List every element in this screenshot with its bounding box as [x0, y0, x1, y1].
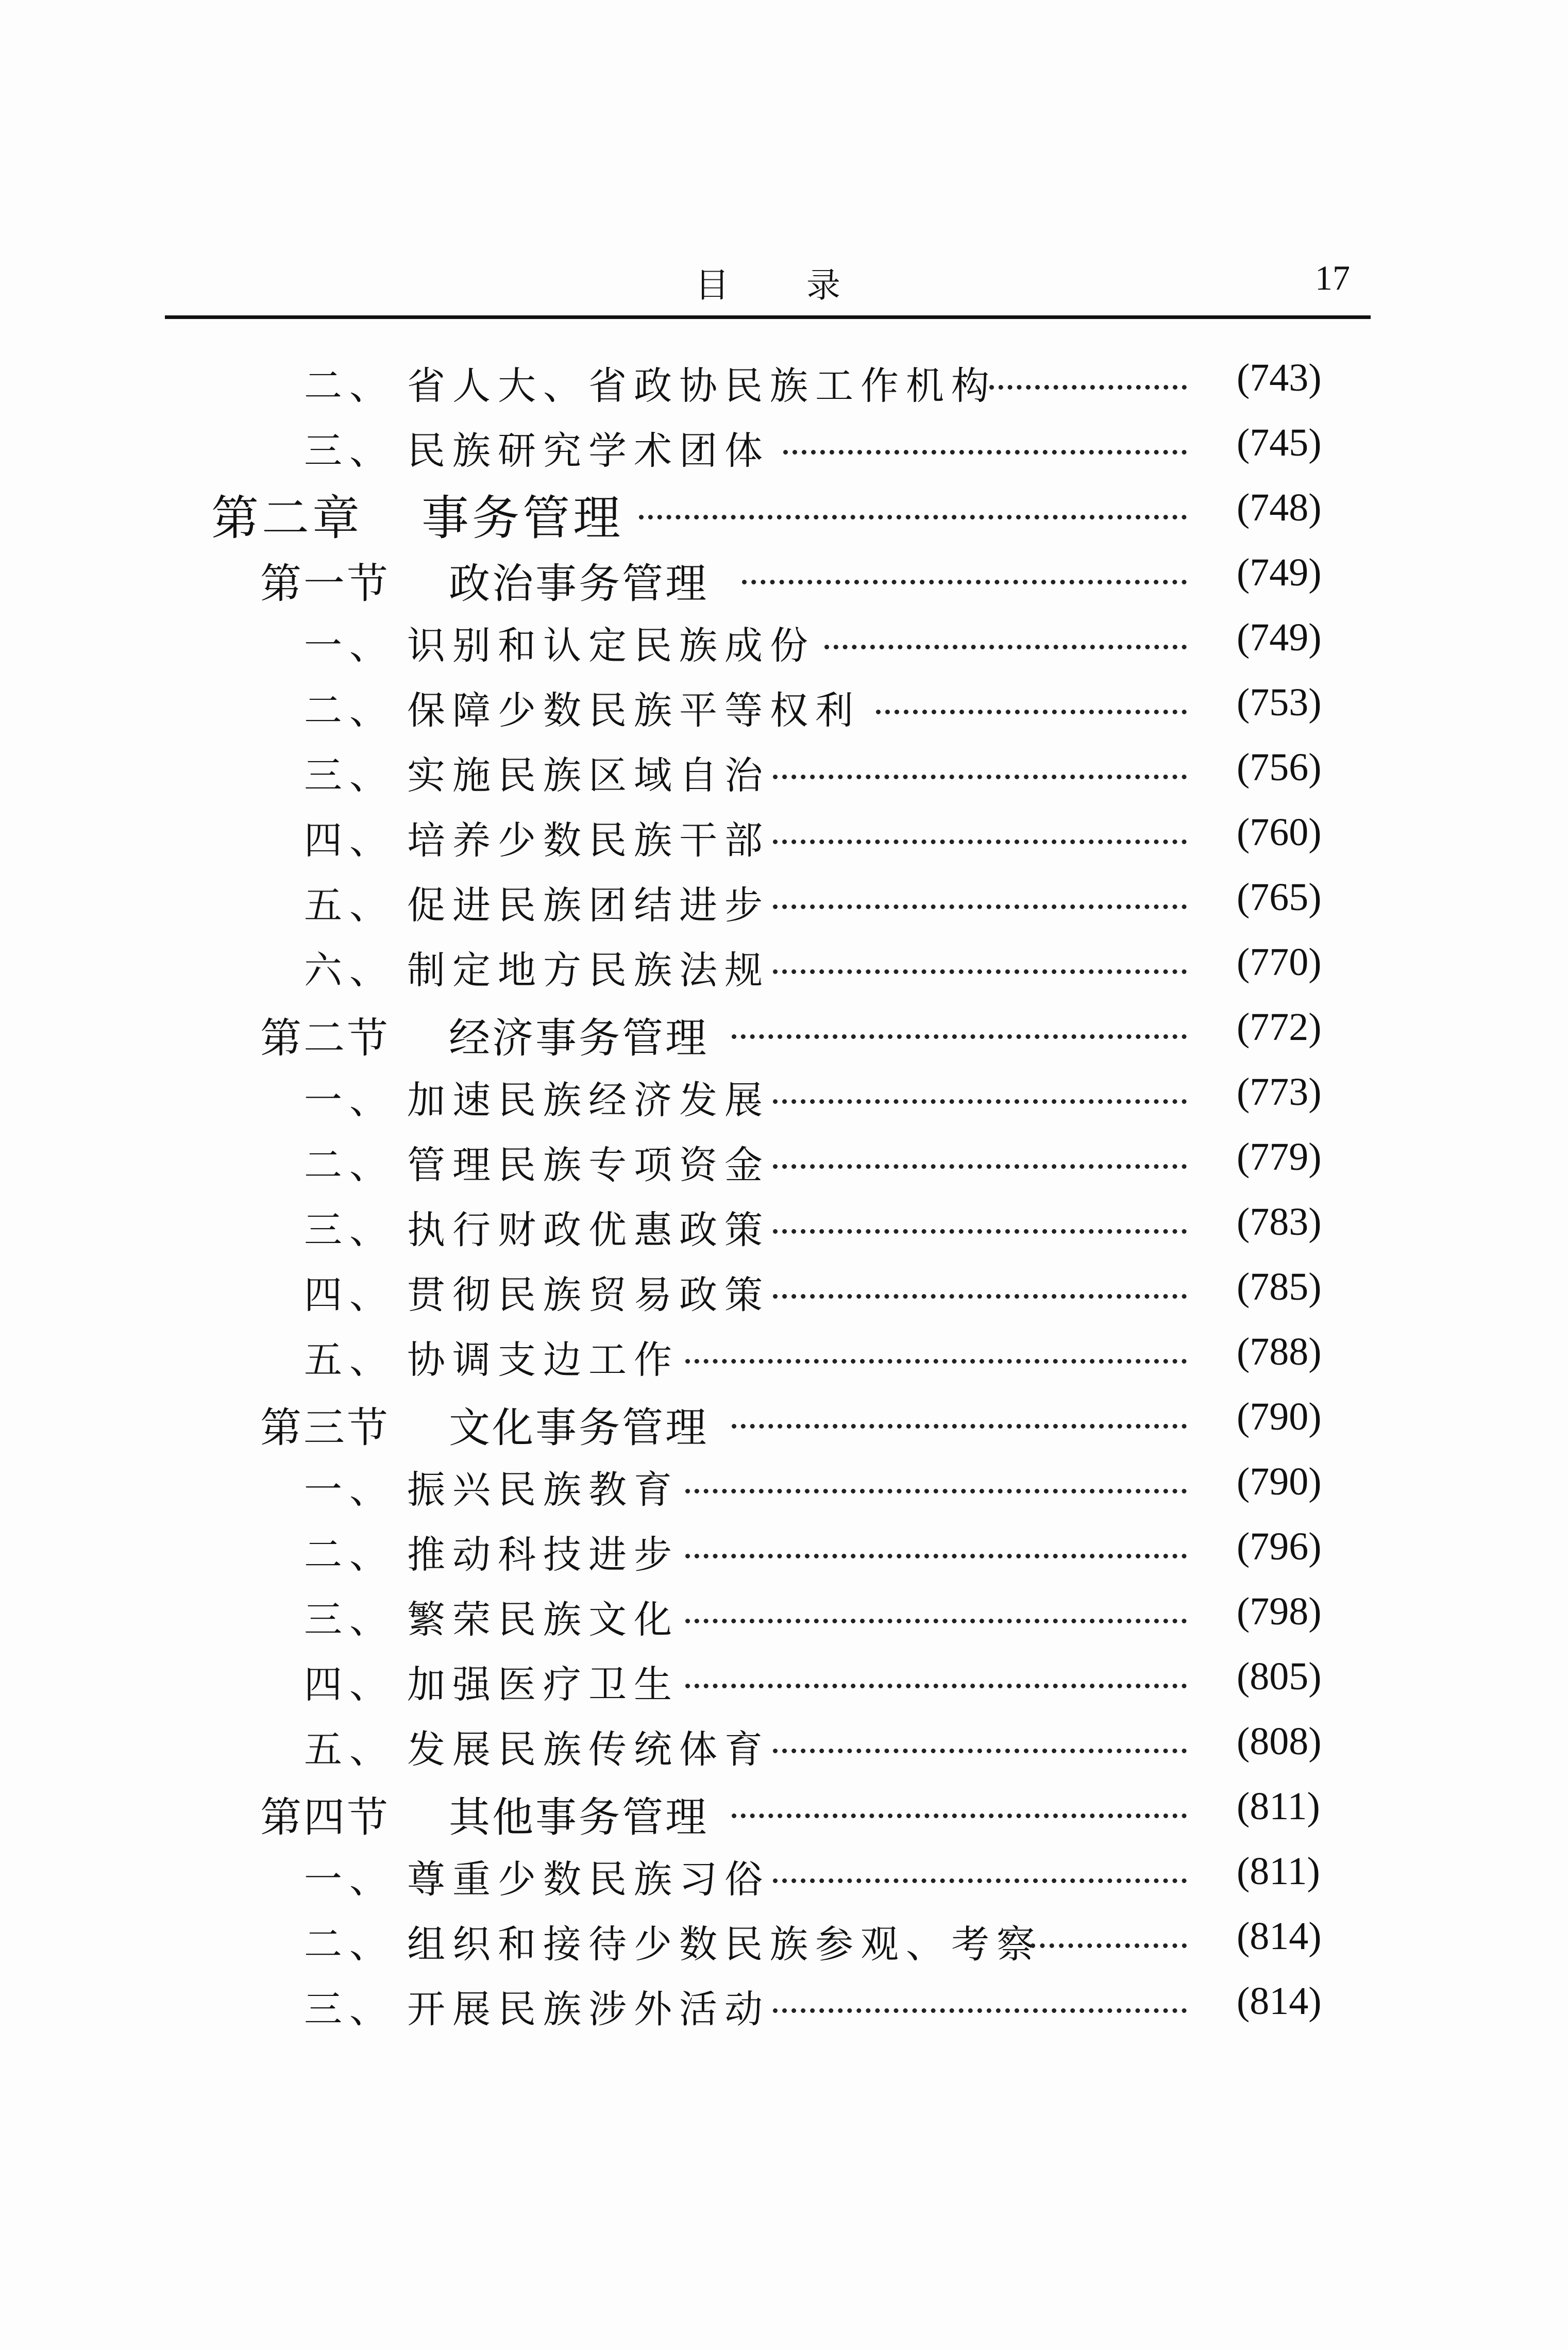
toc-entry-number: 二、 — [304, 689, 395, 733]
toc-entry-title: 民族研究学术团体 — [407, 429, 770, 473]
toc-leader-dots — [773, 1135, 1187, 1181]
toc-entry-page: (785) — [1237, 1265, 1322, 1308]
toc-entry — [0, 1389, 1568, 1454]
toc-entry-label — [304, 875, 770, 930]
toc-entry-number: 第四节 — [260, 1793, 390, 1841]
toc-entry-page: (748) — [1237, 486, 1322, 529]
toc-entry-title: 执行财政优惠政策 — [407, 1208, 770, 1252]
toc-entry-title: 省人大、省政协民族工作机构 — [407, 364, 997, 408]
toc-entry-number: 三、 — [304, 1208, 395, 1252]
toc-entry-page: (753) — [1237, 681, 1322, 724]
toc-entry-page: (749) — [1237, 616, 1322, 659]
running-header — [165, 253, 1371, 309]
toc-entry-number: 第一节 — [260, 560, 390, 608]
toc-entry-label — [304, 745, 770, 800]
toc-entry-page: (765) — [1237, 876, 1322, 919]
toc-entry-page: (790) — [1237, 1460, 1322, 1503]
toc-entry — [0, 1649, 1568, 1714]
toc-entry-title: 开展民族涉外活动 — [407, 1987, 770, 2032]
toc-entry-number: 三、 — [304, 753, 395, 798]
toc-entry — [0, 1454, 1568, 1519]
toc-entry-number: 第二章 — [211, 491, 363, 546]
toc-entry-page: (756) — [1237, 746, 1322, 789]
toc-entry-page: (788) — [1237, 1330, 1322, 1373]
toc-entry — [0, 1324, 1568, 1389]
toc-entry-page: (770) — [1237, 941, 1322, 984]
toc-entry-label — [211, 480, 623, 548]
toc-entry-page: (772) — [1237, 1005, 1322, 1049]
toc-entry-page: (811) — [1237, 1850, 1320, 1893]
toc-entry-page: (814) — [1237, 1915, 1322, 1958]
toc-entry-page: (779) — [1237, 1135, 1322, 1179]
toc-entry-title: 加强医疗卫生 — [407, 1663, 679, 1707]
toc-entry — [0, 675, 1568, 740]
toc-leader-dots — [773, 1979, 1187, 2025]
toc-leader-dots — [685, 1524, 1187, 1571]
toc-entry-title: 繁荣民族文化 — [407, 1598, 679, 1642]
toc-leader-dots — [773, 1070, 1187, 1116]
toc-entry-title: 其他事务管理 — [449, 1793, 709, 1841]
toc-entry-title: 推动科技进步 — [407, 1533, 679, 1577]
toc-entry-page: (811) — [1237, 1785, 1320, 1828]
toc-entry — [0, 1714, 1568, 1779]
toc-entry-label — [260, 1005, 709, 1064]
toc-entry-number: 四、 — [304, 1663, 395, 1707]
toc-entry — [0, 350, 1568, 415]
toc-entry-label — [304, 1070, 770, 1124]
toc-entry-label — [304, 1135, 770, 1189]
toc-entry-number: 第二节 — [260, 1014, 390, 1062]
toc-entry-number: 六、 — [304, 948, 395, 993]
toc-entry-title: 尊重少数民族习俗 — [407, 1857, 770, 1902]
toc-entry-number: 五、 — [304, 883, 395, 928]
toc-entry-label — [260, 1395, 709, 1454]
toc-entry — [0, 740, 1568, 805]
toc-entry-label — [304, 810, 770, 865]
toc-leader-dots — [773, 1200, 1187, 1246]
toc-entry — [0, 480, 1568, 545]
toc-entry-page: (783) — [1237, 1200, 1322, 1244]
toc-leader-dots — [773, 940, 1187, 986]
toc-entry-number: 三、 — [304, 1987, 395, 2032]
toc-entry-number: 五、 — [304, 1338, 395, 1382]
toc-leader-dots — [773, 1849, 1187, 1895]
toc-entry-title: 管理民族专项资金 — [407, 1143, 770, 1187]
toc-leader-dots — [773, 1719, 1187, 1766]
toc-leader-dots — [732, 1005, 1187, 1051]
toc-entry-number: 一、 — [304, 1468, 395, 1512]
toc-leader-dots — [732, 1784, 1187, 1831]
table-of-contents — [0, 350, 1568, 2039]
toc-leader-dots — [773, 810, 1187, 857]
toc-entry — [0, 805, 1568, 870]
toc-entry — [0, 1195, 1568, 1260]
toc-entry-number: 二、 — [304, 364, 395, 408]
toc-entry-page: (743) — [1237, 356, 1322, 399]
toc-entry-label — [304, 1849, 770, 1904]
toc-leader-dots — [639, 485, 1187, 532]
toc-entry-label — [304, 1979, 770, 2034]
toc-entry-number: 五、 — [304, 1727, 395, 1772]
toc-entry — [0, 1909, 1568, 1974]
toc-entry-number: 二、 — [304, 1922, 395, 1967]
toc-entry-title: 文化事务管理 — [449, 1404, 709, 1452]
toc-entry-label — [304, 1719, 770, 1774]
toc-entry-label — [304, 1914, 1042, 1969]
toc-entry-title: 贯彻民族贸易政策 — [407, 1273, 770, 1317]
toc-entry-label — [304, 356, 997, 410]
toc-entry-label — [304, 940, 770, 995]
toc-leader-dots — [732, 1395, 1187, 1441]
toc-leader-dots — [685, 1459, 1187, 1506]
toc-entry-number: 第三节 — [260, 1404, 390, 1452]
toc-leader-dots — [685, 1589, 1187, 1636]
toc-entry-page: (796) — [1237, 1525, 1322, 1568]
toc-entry — [0, 610, 1568, 675]
toc-entry-label — [304, 1200, 770, 1254]
toc-entry — [0, 415, 1568, 480]
toc-entry-label — [260, 550, 709, 610]
toc-leader-dots — [685, 1330, 1187, 1376]
toc-entry-title: 培养少数民族干部 — [407, 818, 770, 863]
toc-entry-label — [304, 1459, 679, 1514]
toc-leader-dots — [773, 1265, 1187, 1311]
toc-entry — [0, 1844, 1568, 1909]
toc-leader-dots — [742, 550, 1187, 597]
toc-entry-number: 二、 — [304, 1533, 395, 1577]
toc-entry-title: 实施民族区域自治 — [407, 753, 770, 798]
toc-entry-label — [304, 680, 861, 735]
toc-entry-label — [304, 1654, 679, 1709]
toc-entry-page: (760) — [1237, 811, 1322, 854]
toc-entry-page: (745) — [1237, 421, 1322, 464]
toc-entry-number: 一、 — [304, 1078, 395, 1122]
toc-entry-number: 三、 — [304, 429, 395, 473]
toc-entry-page: (808) — [1237, 1720, 1322, 1763]
toc-entry-number: 二、 — [304, 1143, 395, 1187]
toc-entry-label — [260, 1784, 709, 1843]
toc-entry-number: 三、 — [304, 1598, 395, 1642]
toc-entry — [0, 1130, 1568, 1195]
toc-entry-title: 保障少数民族平等权利 — [407, 689, 861, 733]
toc-entry — [0, 1065, 1568, 1130]
header-title: 目录 — [695, 265, 918, 305]
toc-entry — [0, 1584, 1568, 1649]
toc-entry-number: 一、 — [304, 1857, 395, 1902]
toc-entry-number: 一、 — [304, 624, 395, 668]
toc-entry-number: 四、 — [304, 1273, 395, 1317]
header-rule — [165, 315, 1371, 319]
toc-entry-title: 组织和接待少数民族参观、考察 — [407, 1922, 1042, 1967]
toc-entry — [0, 1519, 1568, 1584]
toc-entry — [0, 870, 1568, 935]
toc-entry-title: 协调支边工作 — [407, 1338, 679, 1382]
toc-leader-dots — [773, 875, 1187, 921]
toc-entry-page: (814) — [1237, 1979, 1322, 2023]
toc-entry-title: 加速民族经济发展 — [407, 1078, 770, 1122]
header-page-number: 17 — [1315, 258, 1350, 297]
toc-entry-label — [304, 1524, 679, 1579]
toc-entry-page: (749) — [1237, 551, 1322, 594]
toc-leader-dots — [1031, 1914, 1187, 1960]
toc-entry-page: (773) — [1237, 1070, 1322, 1114]
toc-entry-title: 事务管理 — [421, 491, 624, 546]
toc-entry-title: 发展民族传统体育 — [407, 1727, 770, 1772]
toc-entry — [0, 1260, 1568, 1324]
toc-entry-number: 四、 — [304, 818, 395, 863]
toc-leader-dots — [989, 356, 1187, 402]
toc-leader-dots — [773, 745, 1187, 792]
toc-entry-title: 经济事务管理 — [449, 1014, 709, 1062]
toc-leader-dots — [685, 1654, 1187, 1701]
toc-entry — [0, 1000, 1568, 1065]
toc-entry — [0, 1779, 1568, 1844]
toc-leader-dots — [824, 615, 1187, 662]
toc-entry-title: 促进民族团结进步 — [407, 883, 770, 928]
toc-entry-label — [304, 1589, 679, 1644]
toc-leader-dots — [876, 680, 1187, 727]
toc-entry-title: 振兴民族教育 — [407, 1468, 679, 1512]
toc-entry-title: 政治事务管理 — [449, 560, 709, 608]
toc-entry — [0, 935, 1568, 1000]
toc-entry-label — [304, 615, 815, 670]
toc-entry-label — [304, 421, 770, 475]
toc-leader-dots — [783, 421, 1187, 467]
toc-entry-page: (790) — [1237, 1395, 1322, 1438]
toc-entry — [0, 545, 1568, 610]
toc-entry-page: (805) — [1237, 1655, 1322, 1698]
toc-entry-label — [304, 1330, 679, 1384]
toc-entry-title: 识别和认定民族成份 — [407, 624, 815, 668]
toc-entry-label — [304, 1265, 770, 1319]
toc-entry-page: (798) — [1237, 1590, 1322, 1633]
toc-entry — [0, 1974, 1568, 2039]
toc-entry-title: 制定地方民族法规 — [407, 948, 770, 993]
